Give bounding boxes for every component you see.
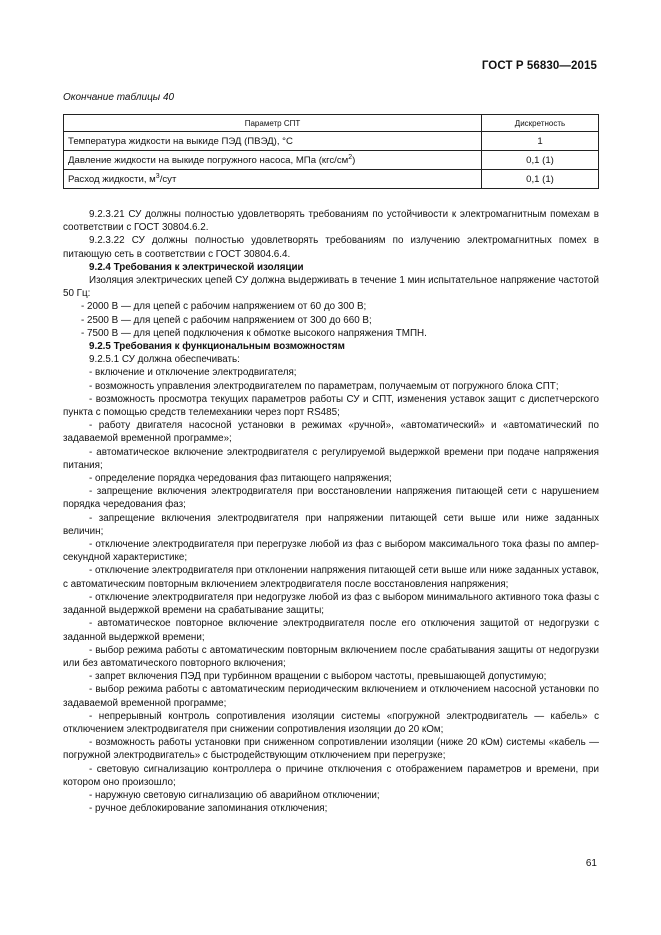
cell-parameter: Температура жидкости на выкиде ПЭД (ПВЭД), °С <box>64 132 482 151</box>
table-row <box>64 132 599 151</box>
list-item: - возможность работы установки при сниженном сопротивлении изоляции (ниже 20 кОм) системы «кабель — погружной электродвигатель» с быстродействующим отключением при перегрузке; <box>63 737 599 762</box>
list-item: - включение и отключение электродвигателя; <box>89 367 297 379</box>
document-body <box>63 208 599 815</box>
list-item: - отключение электродвигателя при перегрузке любой из фаз с выбором максимального тока фазы по амперсекундной характеристике; <box>63 539 599 564</box>
list-item: - возможность просмотра текущих параметров работы СУ и СПТ, изменения уставок защит с диспетчерского пункта с помощью средств телемеханики через порт RS485; <box>63 393 599 419</box>
paragraph-insulation: Изоляция электрических цепей СУ должна выдерживать в течение 1 мин испытательное напряжение частотой 50 Гц: <box>63 275 599 300</box>
list-item: - автоматическое включение электродвигателя с регулируемой выдержкой времени при подаче напряжения питания; <box>63 446 599 471</box>
list-item: - запрещение включения электродвигателя при восстановлении напряжения питающей сети с нарушением порядка чередования фаз; <box>63 486 599 511</box>
superscript: 2 <box>348 153 353 161</box>
list-item: - автоматическое повторное включение электродвигателя после его отключения защитой от недогрузки с заданной выдержкой времени; <box>63 618 599 643</box>
column-header-discreteness: Дискретность <box>482 115 599 132</box>
list-item: - запрет включения ПЭД при турбинном вращении с выбором частоты, превышающей допустимую; <box>89 671 547 683</box>
cell-parameter-text-end: ) <box>352 154 356 166</box>
table-row <box>64 170 599 189</box>
superscript: 3 <box>155 172 160 180</box>
list-item: - работу двигателя насосной установки в режимах «ручной», «автоматический» и «автоматический по задаваемой временной программе»; <box>63 420 599 445</box>
list-item: - возможность управления электродвигателем по параметрам, получаемым от погружного блока СПТ; <box>89 380 559 392</box>
section-heading-insulation: 9.2.4 Требования к электрической изоляции <box>89 261 304 273</box>
standard-header: ГОСТ Р 56830—2015 <box>481 60 597 72</box>
list-item: - непрерывный контроль сопротивления изоляции системы «погружной электродвигатель — кабель» с отключением электродвигателя при снижении сопротивления изоляции до 20 кОм; <box>63 710 599 735</box>
cell-parameter-text: Давление жидкости на выкиде погружного насоса, МПа (кгс/см <box>68 154 349 166</box>
list-item: - световую сигнализацию контроллера о причине отключения с отображением параметров и времени, при котором оно произошло; <box>63 763 599 788</box>
list-item: - выбор режима работы с автоматическим повторным включением после срабатывания защиты от недогрузки или без автоматического повторного включения; <box>63 644 599 669</box>
list-item: - выбор режима работы с автоматическим периодическим включением и отключением насосной установки по задаваемой временной программе; <box>63 684 599 709</box>
paragraph-9-2-3-21: 9.2.3.21 СУ должны полностью удовлетворять требованиям по устойчивости к электромагнитным помехам в соответствии с ГОСТ 30804.6.2. <box>63 209 599 234</box>
list-item: - определение порядка чередования фаз питающего напряжения; <box>89 473 392 485</box>
list-item: - наружную световую сигнализацию об аварийном отключении; <box>89 789 380 801</box>
list-item: - ручное деблокирование запоминания отключения; <box>89 803 328 815</box>
list-item: - 2500 В — для цепей с рабочим напряжением от 300 до 660 В; <box>81 314 372 326</box>
cell-value: 1 <box>482 132 599 151</box>
cell-parameter-text: Расход жидкости, м <box>68 173 156 185</box>
list-item: - запрещение включения электродвигателя при напряжении питающей сети выше или ниже заданных величин; <box>63 512 599 537</box>
cell-value: 0,1 (1) <box>482 170 599 189</box>
table-header-row <box>64 115 599 132</box>
section-heading-functions: 9.2.5 Требования к функциональным возможностям <box>89 341 345 353</box>
paragraph-9-2-3-22: 9.2.3.22 СУ должны полностью удовлетворять требованиям по излучению электромагнитных помех в питающую сеть в соответствии с ГОСТ 30804.6.4. <box>63 235 599 260</box>
table-row <box>64 151 599 170</box>
list-item: - отключение электродвигателя при недогрузке любой из фаз с выбором минимального активного тока фазы с заданной выдержкой времени на срабатывание защиты; <box>63 591 599 617</box>
list-item: - 7500 В — для цепей подключения к обмотке высокого напряжения ТМПН. <box>81 327 427 339</box>
column-header-parameter: Параметр СПТ <box>64 115 482 132</box>
list-item: - отключение электродвигателя при отклонении напряжения питающей сети выше или ниже заданных уставок, с автоматическим повторным включением электродвигателя после восстановления напряжения; <box>63 565 599 590</box>
list-item: - 2000 В — для цепей с рабочим напряжением от 60 до 300 В; <box>81 301 367 313</box>
table-caption: Окончание таблицы 40 <box>63 92 175 103</box>
paragraph-9-2-5-1: 9.2.5.1 СУ должна обеспечивать: <box>89 354 240 366</box>
parameters-table <box>63 114 599 189</box>
cell-value: 0,1 (1) <box>482 151 599 170</box>
cell-parameter-text-end: /сут <box>159 173 177 185</box>
cell-parameter <box>64 151 482 170</box>
cell-parameter <box>64 170 482 189</box>
page-number: 61 <box>585 858 597 869</box>
